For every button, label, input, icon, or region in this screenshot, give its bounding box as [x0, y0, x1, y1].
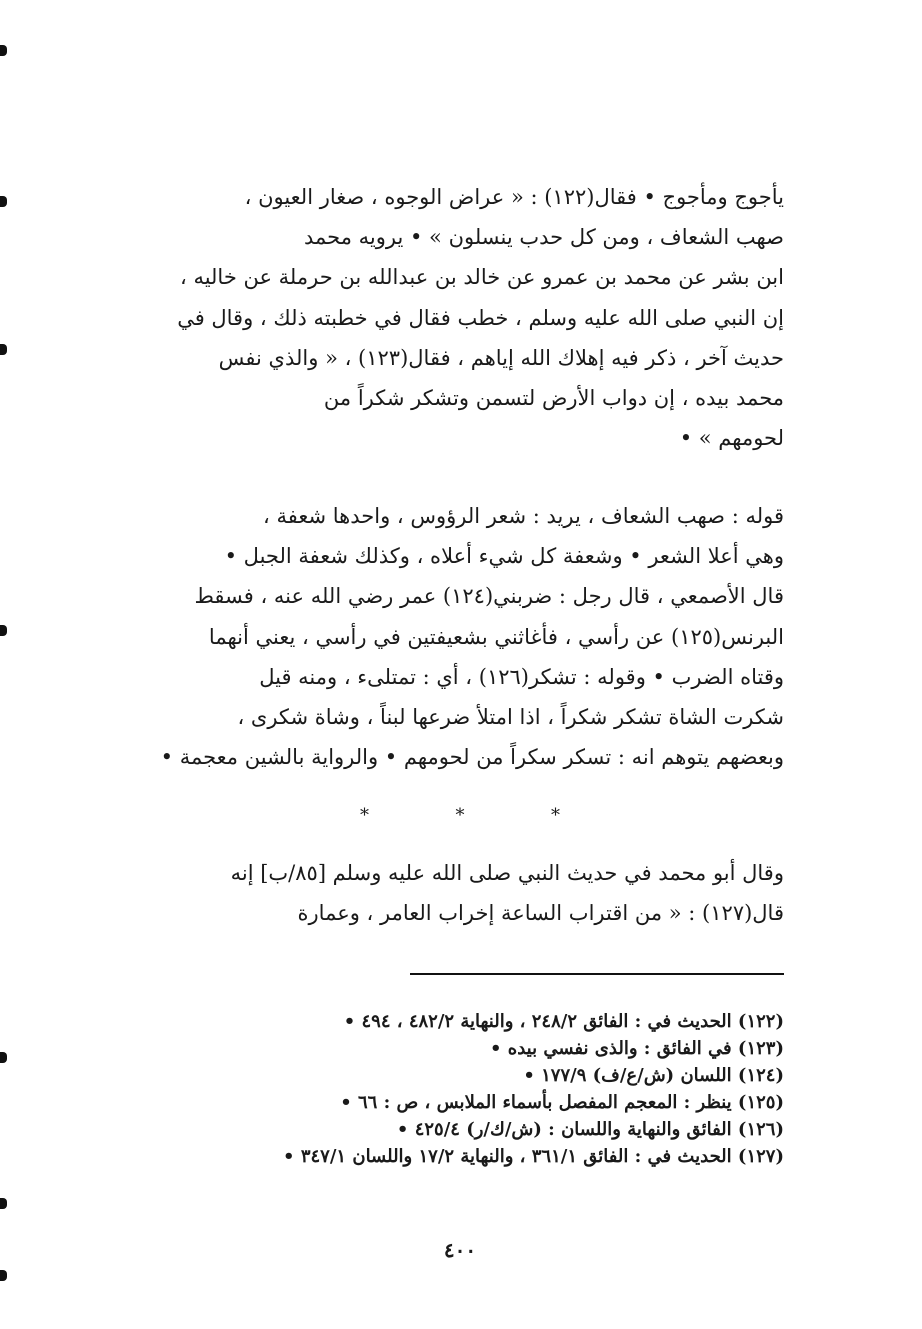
text-line: إن النبي صلى الله عليه وسلم ، خطب فقال في خطبته ذلك ، وقال في — [177, 305, 784, 330]
text-line: وقتاه الضرب • وقوله : تشكر(١٢٦) ، أي : تمتلىء ، ومنه قيل — [259, 664, 784, 689]
text-line: وهي أعلا الشعر • وشعفة كل شيء أعلاه ، وكذلك شعفة الجبل • — [224, 544, 784, 569]
scan-mark — [0, 196, 7, 207]
text-line: قال الأصمعي ، قال رجل : ضربني(١٢٤) عمر رضي الله عنه ، فسقط — [194, 584, 784, 609]
footnote: (١٢٣) في الفائق : والذى نفسي بيده • — [490, 1038, 784, 1059]
footnote-divider — [410, 973, 784, 975]
footnotes — [150, 1008, 784, 1170]
text-line: البرنس(١٢٥) عن رأسي ، فأغاثني بشعيفتين في رأسي ، يعني أنهما — [208, 624, 784, 649]
paragraph-3 — [128, 853, 784, 933]
page-number: ٤٠٠ — [443, 1238, 477, 1262]
separator-star: * — [455, 805, 465, 826]
footnote: (١٢٥) ينظر : المعجم المفصل بأسماء الملابس ، ص : ٦٦ • — [340, 1092, 784, 1113]
text-line: شكرت الشاة تشكر شكراً ، اذا امتلأ ضرعها لبناً ، وشاة شكرى ، — [237, 704, 784, 729]
separator-star: * — [551, 805, 560, 826]
scan-mark — [0, 1270, 7, 1281]
text-line: لحومهم » • — [679, 426, 784, 451]
scan-mark — [0, 45, 7, 56]
footnote: (١٢٦) الفائق والنهاية واللسان : (ش/ك/ر) ٤٢٥/٤ • — [396, 1119, 784, 1140]
text-line: قوله : صهب الشعاف ، يريد : شعر الرؤوس ، واحدها شعفة ، — [263, 504, 784, 528]
scan-mark — [0, 1052, 7, 1063]
footnote: (١٢٢) الحديث في : الفائق ٢٤٨/٢ ، والنهاية ٤٨٢/٢ ، ٤٩٤ • — [343, 1011, 784, 1032]
paragraph-1 — [128, 177, 784, 458]
text-line: حديث آخر ، ذكر فيه إهلاك الله إياهم ، فقال(١٢٣) ، « والذي نفس — [218, 345, 784, 370]
text-line: ابن بشر عن محمد بن عمرو عن خالد بن عبدالله بن حرملة عن خاليه ، — [179, 265, 784, 290]
text-line: صهب الشعاف ، ومن كل حدب ينسلون » • يرويه محمد — [304, 225, 784, 250]
text-line: قال(١٢٧) : « من اقتراب الساعة إخراب العامر ، وعمارة — [297, 901, 784, 926]
text-line: محمد بيده ، إن دواب الأرض لتسمن وتشكر شكراً من — [323, 385, 784, 410]
section-separator — [360, 805, 560, 826]
footnote: (١٢٧) الحديث في : الفائق ٣٦١/١ ، والنهاية ١٧/٢ واللسان ٣٤٧/١ • — [283, 1146, 784, 1167]
scan-mark — [0, 1198, 7, 1209]
paragraph-2 — [128, 496, 784, 777]
text-line: يأجوج ومأجوج • فقال(١٢٢) : « عراض الوجوه ، صغار العيون ، — [244, 185, 784, 209]
text-line: وبعضهم يتوهم انه : تسكر سكراً من لحومهم • والرواية بالشين معجمة • — [160, 745, 784, 770]
separator-star: * — [360, 805, 369, 826]
scan-mark — [0, 344, 7, 355]
text-line: وقال أبو محمد في حديث النبي صلى الله عليه وسلم [٨٥/ب] إنه — [230, 861, 784, 885]
footnote: (١٢٤) اللسان (ش/ع/ف) ١٧٧/٩ • — [523, 1065, 784, 1086]
scan-mark — [0, 625, 7, 636]
